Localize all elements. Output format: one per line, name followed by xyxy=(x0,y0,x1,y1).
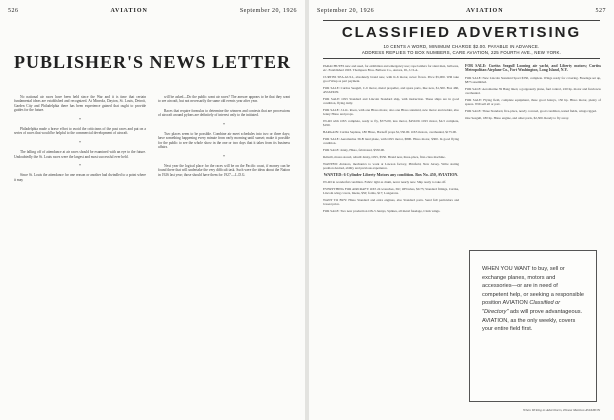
paragraph: Since St. Louis the attendance for one reason or another had dwindled to a point where it may xyxy=(14,173,146,182)
classified-ad: FOR SALE: Two new production OX-5 Jennys, Splines, all metal fuselage, Clark wings. xyxy=(323,209,441,213)
newsletter-column-left xyxy=(14,95,146,410)
footer-note: When Writing to Advertisers, Please Mention AVIATION xyxy=(523,408,600,412)
classified-ad: WANT TO BUY: Hisso Standard and extra engines, also Standard parts. Send full particulars and lowest price. xyxy=(323,198,459,206)
address-line: ADDRESS REPLIES TO BOX NUMBERS, CARE AVIATION, 225 FOURTH AVE., NEW YORK. xyxy=(361,50,562,55)
newsletter-title: PUBLISHER'S NEWS LETTER xyxy=(13,52,292,72)
right-running-head xyxy=(317,6,606,16)
right-publication: AVIATION xyxy=(466,8,504,14)
promo-intro: WHEN YOU WANT to buy, sell or exchange planes, motors and accessories—or are in need of competent help, or seeking a responsible position AVIATION xyxy=(482,266,584,307)
paragraph: Philadelphia made a brave effort to avoid the criticisms of the past races and put on a series of races that would be helpful to the commercial development of aircraft. xyxy=(14,127,146,136)
left-date: September 20, 1926 xyxy=(239,8,297,14)
classified-ad: FOR SALE: New Lincoln Standard Sport $350, complete. Wings ready for covering. Fuselage set up, $875 assembled. xyxy=(465,75,601,84)
classified-ad: FOR SALE: Aeromarine 39 Bang lined, a gorgeously plane, fuel control, 220 hp. motor and fresh new overhauled. xyxy=(465,86,601,95)
paragraph: Next year the logical place for the races will be on the Pacific coast, if money can be found there that will undertake the very difficult task. Such were the ideas about the Nation in 1926 last year; those should have them for 1927.—L.D.G. xyxy=(158,164,290,177)
rate-line: 10 CENTS A WORD, MINIMUM CHARGE $2.00. PAYABLE IN ADVANCE. xyxy=(383,44,540,49)
paragraph: will be asked—Do the public want air races? The answer appears to be that they want to see aircraft, but not necessarily the same old events year after year. xyxy=(158,95,290,104)
classified-ad: PARACHUTES new and used, for exhibition and emergency use; rope ladders for stunt men, balloons, etc. Established 1903. Thompson Bros. Balloon Co., Aurora, Ill., U.S.A. xyxy=(323,64,459,72)
right-date: September 20, 1926 xyxy=(317,8,375,14)
paragraph: Two places seem to be possible. Combine air meet schedules into two or three days; have something happening every minute from early morning until sunset; make it possible for the public to see the whole show in the one or two days that it takes from its business affairs. xyxy=(158,132,290,150)
classified-ad: FOR SALE: OX5 Standard and Lincoln Standard ship, with instruction. These ships are in good condition, flying daily. xyxy=(323,97,459,105)
classified-ad: FOR SALE: Curtiss Seagull, C-6 motor, metal propeller, and spare parts, like new, $1,500. Box 460, AVIATION. xyxy=(323,86,459,94)
left-page-number: 526 xyxy=(8,8,19,14)
promo-text xyxy=(482,265,584,334)
right-page xyxy=(309,0,614,420)
promo-emphasis: Classified or "Directory" xyxy=(482,300,561,315)
classified-ad: FOR SALE: Jenny, Hisso, fabricated, $550.00. xyxy=(323,148,385,152)
separator: * xyxy=(79,163,81,169)
classified-ad: BARGAIN: Curtiss Seplane, 180 Hisso, Barnoff props $1,550.00. OX5 motors, overhauled, $175.00. xyxy=(323,130,457,134)
paragraph: The falling off of attendance at air races should be examined with an eye to the future. Undoubtedly the St. Louis races were the largest and most successful ever held. xyxy=(14,150,146,159)
classified-ad: One Seagull, 180 hp. Hisso engine, and other parts, $2,300. Ready to fly away. xyxy=(465,115,569,120)
left-publication: AVIATION xyxy=(110,8,148,14)
classified-ad: JN-4D in wonderful condition. Fabric tight as drum, never nearly new. Ship ready to take off. xyxy=(323,180,447,184)
promo-outro: ads will prove advantageous. AVIATION, as the only weekly, covers your entire field first. xyxy=(482,308,583,333)
featured-seagull-ad: FOR SALE: Curtiss Seagull Looning air yacht, and Liberty motors; Curtiss Metropolitan Airplane Co., Fort Washington, Long Island, N.Y. xyxy=(465,64,601,73)
newsletter-column-right xyxy=(158,95,290,410)
separator: * xyxy=(223,121,225,127)
wanted-liberty-ad: WANTED: 6 Cylinder Liberty Motors any condition. Box No. 450, AVIATION. xyxy=(323,172,459,177)
left-page xyxy=(0,0,305,420)
classified-title: CLASSIFIED ADVERTISING xyxy=(341,24,582,41)
classified-ad: EVERYTHING FOR AIRCRAFT: OX5 24 wrenches, 30c; OH tubes, $0.75; Standard fittings, Curtiss, Lincoln wing covers, linens, $50; forms, $17; Longerons. xyxy=(323,187,459,195)
classified-ad: Rebuilt, motor-stored, rebuilt Jenny, OX5, $550. Brand new, three-place, first-class machine. xyxy=(323,155,446,159)
classified-ad: JN-4D with OX5 complete, ready to fly, $575.00, less motor, $450.00. OX5 motor, $4.3 complete, $190. xyxy=(323,119,459,127)
classified-promo-box xyxy=(469,250,597,402)
classified-ad: FOR SALE: Flying field, complete equipment, three good Jennys, 150 hp. Hisso motor, plenty of spares. Will sell all or part. xyxy=(465,97,601,106)
header-rule xyxy=(323,58,600,59)
classified-ad: FOR SALE: J.L.K. Roon, with one Hisso motor, also one Hisso standard, new motor and rudder, also Jenny Hisso and props. xyxy=(323,108,459,116)
separator: * xyxy=(79,116,81,122)
classified-ad: CURTISS SEA-GULL, absolutely brand new, with K-6 motor, never flown. Price $5,000. Will take good Wasp as part payment. xyxy=(323,75,459,83)
top-rule xyxy=(323,20,600,21)
separator: * xyxy=(223,153,225,159)
paragraph: Races that require formulas to determine the winners and contests that are processions of aircraft around pylons are definitely of interest only to the initiated. xyxy=(158,108,290,118)
classified-ad: FOR SALE: Aeromarine 39-B land plane, with OX5 motor, $800. Hisso motor, $300. In good flying condition. xyxy=(323,137,459,145)
classified-ad: WANTED: Aviators, mechanics to work at Lawson factory, Pittsfield, New Jersey. Write stating position desired, ability and previous experience. xyxy=(323,162,459,170)
classified-ad: FOR SALE: Three Standard, five-place, newly covered, good condition, tested fields, wings rigged. xyxy=(465,108,597,113)
classified-column-left xyxy=(323,64,459,408)
separator: * xyxy=(79,139,81,145)
classified-column-right xyxy=(465,64,601,239)
paragraph: No national air races have been held since the War and it is time that certain fundamental ideas are established and recognized. At Mineola, Dayton, St. Louis, Detroit, Garden City and Philadelphia there has been experience gained that ought to provide guides for the future. xyxy=(14,95,146,113)
left-running-head xyxy=(8,6,297,16)
right-page-number: 527 xyxy=(595,8,606,14)
